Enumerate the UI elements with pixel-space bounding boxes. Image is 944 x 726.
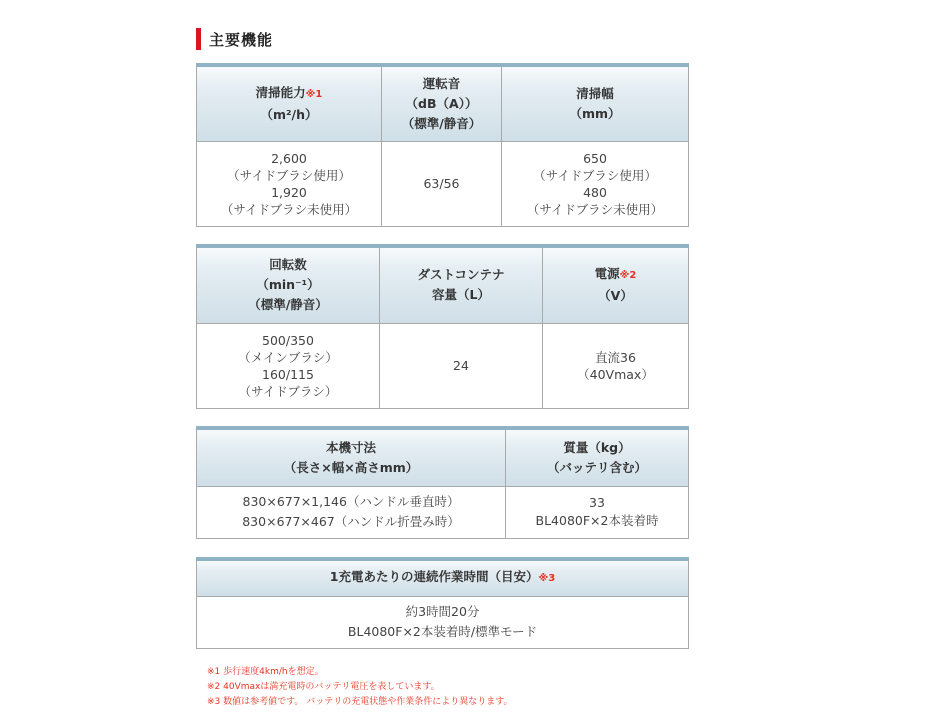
cell-cleaning-capacity: 2,600 （サイドブラシ使用） 1,920 （サイドブラシ未使用） <box>197 141 382 226</box>
table-row <box>197 323 689 408</box>
footnote-1: ※1 歩行速度4km/hを想定。 <box>207 667 324 677</box>
note-mark: ※3 <box>538 573 556 585</box>
spec-table-dimensions <box>196 426 689 539</box>
cell-weight: 33 BL4080F×2本装着時 <box>506 486 689 538</box>
header-dimensions: 本機寸法 （長さ×幅×高さmm） <box>197 428 506 486</box>
cell-dimensions: 830×677×1,146（ハンドル垂直時） 830×677×467（ハンドル折畳み時） <box>197 486 506 538</box>
table-header-row <box>197 65 689 141</box>
header-cleaning-capacity: 清掃能力※1 （m²/h） <box>197 65 382 141</box>
header-operating-noise: 運転音 （dB（A）） （標準/静音） <box>382 65 502 141</box>
header-weight: 質量（kg） （バッテリ含む） <box>506 428 689 486</box>
spec-table-runtime <box>196 557 689 649</box>
spec-table-cleaning <box>196 63 689 227</box>
section-heading <box>196 27 273 51</box>
cell-operating-noise: 63/56 <box>382 141 502 226</box>
section-title: 主要機能 <box>209 30 274 49</box>
header-dust-container: ダストコンテナ 容量（L） <box>380 246 543 323</box>
note-mark: ※2 <box>619 270 637 282</box>
note-mark: ※1 <box>305 88 323 100</box>
footnote-2: ※2 40Vmaxは満充電時のバッテリ電圧を表しています。 <box>207 682 440 692</box>
table-row <box>197 596 689 648</box>
header-power-source: 電源※2 （V） <box>543 246 689 323</box>
cell-dust-container: 24 <box>380 323 543 408</box>
header-runtime: 1充電あたりの連続作業時間（目安）※3 <box>197 559 689 596</box>
cell-runtime: 約3時間20分 BL4080F×2本装着時/標準モード <box>197 596 689 648</box>
cell-rotation-speed: 500/350 （メインブラシ） 160/115 （サイドブラシ） <box>197 323 380 408</box>
spec-table-rotation <box>196 244 689 409</box>
cell-cleaning-width: 650 （サイドブラシ使用） 480 （サイドブラシ未使用） <box>502 141 689 226</box>
table-row <box>197 486 689 538</box>
header-rotation-speed: 回転数 （min⁻¹） （標準/静音） <box>197 246 380 323</box>
header-cleaning-width: 清掃幅 （mm） <box>502 65 689 141</box>
table-header-row <box>197 428 689 486</box>
footnotes <box>207 665 513 710</box>
cell-power-source: 直流36 （40Vmax） <box>543 323 689 408</box>
table-row <box>197 141 689 226</box>
heading-accent-bar <box>196 28 201 50</box>
table-header-row <box>197 246 689 323</box>
table-header-row <box>197 559 689 596</box>
footnote-3: ※3 数値は参考値です。 バッテリの充電状態や作業条件により異なります。 <box>207 697 513 707</box>
